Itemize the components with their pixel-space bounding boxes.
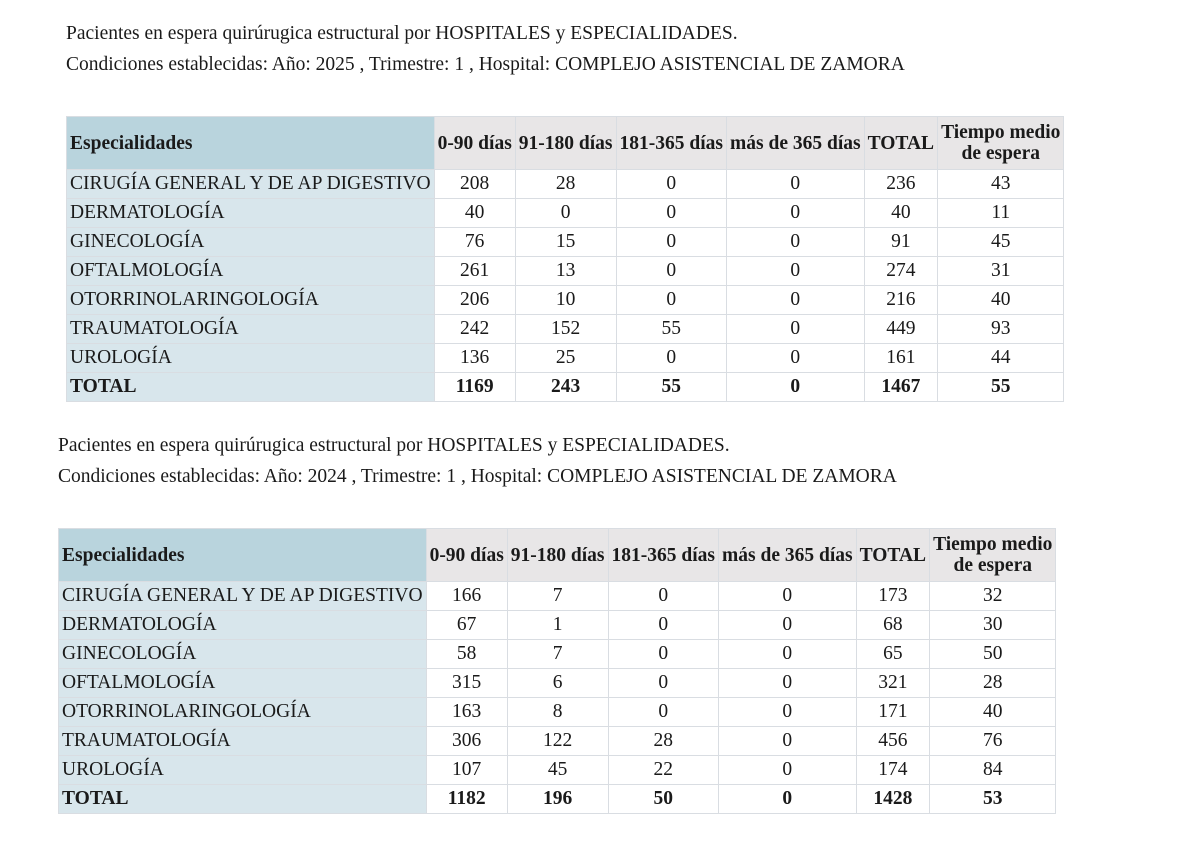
value-cell: 45 xyxy=(938,228,1064,257)
value-cell: 31 xyxy=(938,257,1064,286)
value-cell: 8 xyxy=(507,698,608,727)
value-cell: 68 xyxy=(856,611,929,640)
table-row xyxy=(59,698,1056,727)
value-cell: 0 xyxy=(616,199,726,228)
value-cell: 206 xyxy=(434,286,515,315)
specialty-cell: TRAUMATOLOGÍA xyxy=(59,727,427,756)
value-cell: 0 xyxy=(719,756,857,785)
table-row xyxy=(67,286,1064,315)
value-cell: 58 xyxy=(426,640,507,669)
value-cell: 7 xyxy=(507,640,608,669)
column-header: Tiempo medio de espera xyxy=(930,529,1056,582)
value-cell: 0 xyxy=(727,228,865,257)
value-cell: 0 xyxy=(727,315,865,344)
specialty-cell: TOTAL xyxy=(67,373,435,402)
column-header: 181-365 días xyxy=(616,117,726,170)
specialty-cell: OFTALMOLOGÍA xyxy=(59,669,427,698)
value-cell: 196 xyxy=(507,785,608,814)
value-cell: 1467 xyxy=(864,373,937,402)
value-cell: 152 xyxy=(515,315,616,344)
table-row xyxy=(59,611,1056,640)
value-cell: 0 xyxy=(608,669,718,698)
column-header: TOTAL xyxy=(856,529,929,582)
column-header: 181-365 días xyxy=(608,529,718,582)
report-caption xyxy=(66,18,905,80)
value-cell: 6 xyxy=(507,669,608,698)
value-cell: 55 xyxy=(616,373,726,402)
value-cell: 28 xyxy=(515,170,616,199)
specialty-cell: UROLOGÍA xyxy=(59,756,427,785)
value-cell: 0 xyxy=(727,170,865,199)
value-cell: 0 xyxy=(719,582,857,611)
value-cell: 122 xyxy=(507,727,608,756)
value-cell: 243 xyxy=(515,373,616,402)
value-cell: 0 xyxy=(719,785,857,814)
value-cell: 65 xyxy=(856,640,929,669)
value-cell: 10 xyxy=(515,286,616,315)
value-cell: 208 xyxy=(434,170,515,199)
header-specialties: Especialidades xyxy=(67,117,435,170)
value-cell: 28 xyxy=(930,669,1056,698)
value-cell: 0 xyxy=(515,199,616,228)
value-cell: 173 xyxy=(856,582,929,611)
value-cell: 0 xyxy=(727,257,865,286)
specialty-cell: GINECOLOGÍA xyxy=(67,228,435,257)
column-header: más de 365 días xyxy=(727,117,865,170)
value-cell: 28 xyxy=(608,727,718,756)
value-cell: 216 xyxy=(864,286,937,315)
table-row xyxy=(67,315,1064,344)
value-cell: 0 xyxy=(608,611,718,640)
value-cell: 1 xyxy=(507,611,608,640)
report-block-2025 xyxy=(66,18,1061,397)
value-cell: 315 xyxy=(426,669,507,698)
specialty-cell: TOTAL xyxy=(59,785,427,814)
column-header: TOTAL xyxy=(864,117,937,170)
specialty-cell: CIRUGÍA GENERAL Y DE AP DIGESTIVO xyxy=(67,170,435,199)
value-cell: 0 xyxy=(616,344,726,373)
value-cell: 0 xyxy=(719,727,857,756)
value-cell: 76 xyxy=(434,228,515,257)
value-cell: 40 xyxy=(864,199,937,228)
value-cell: 40 xyxy=(930,698,1056,727)
value-cell: 50 xyxy=(608,785,718,814)
value-cell: 30 xyxy=(930,611,1056,640)
value-cell: 242 xyxy=(434,315,515,344)
value-cell: 93 xyxy=(938,315,1064,344)
specialty-cell: DERMATOLOGÍA xyxy=(59,611,427,640)
caption-conditions: Condiciones establecidas: Año: 2025 , Trimestre: 1 , Hospital: COMPLEJO ASISTENCIAL DE ZAMORA xyxy=(66,54,905,75)
table-row xyxy=(67,228,1064,257)
value-cell: 0 xyxy=(727,199,865,228)
column-header: 0-90 días xyxy=(426,529,507,582)
value-cell: 166 xyxy=(426,582,507,611)
value-cell: 1428 xyxy=(856,785,929,814)
specialty-cell: OTORRINOLARINGOLOGÍA xyxy=(67,286,435,315)
value-cell: 236 xyxy=(864,170,937,199)
value-cell: 0 xyxy=(727,344,865,373)
specialty-cell: UROLOGÍA xyxy=(67,344,435,373)
value-cell: 32 xyxy=(930,582,1056,611)
table-row xyxy=(67,344,1064,373)
caption-title: Pacientes en espera quirúrugica estructural por HOSPITALES y ESPECIALIDADES. xyxy=(66,23,738,44)
value-cell: 67 xyxy=(426,611,507,640)
value-cell: 25 xyxy=(515,344,616,373)
total-row xyxy=(59,785,1056,814)
column-header: más de 365 días xyxy=(719,529,857,582)
table-row xyxy=(59,640,1056,669)
value-cell: 174 xyxy=(856,756,929,785)
value-cell: 55 xyxy=(616,315,726,344)
specialty-cell: TRAUMATOLOGÍA xyxy=(67,315,435,344)
value-cell: 274 xyxy=(864,257,937,286)
value-cell: 1182 xyxy=(426,785,507,814)
value-cell: 76 xyxy=(930,727,1056,756)
value-cell: 0 xyxy=(719,640,857,669)
waiting-list-table-2024 xyxy=(58,528,1056,814)
value-cell: 40 xyxy=(434,199,515,228)
value-cell: 1169 xyxy=(434,373,515,402)
table-header-row xyxy=(67,117,1064,170)
value-cell: 0 xyxy=(719,611,857,640)
value-cell: 107 xyxy=(426,756,507,785)
value-cell: 0 xyxy=(616,170,726,199)
specialty-cell: OFTALMOLOGÍA xyxy=(67,257,435,286)
value-cell: 321 xyxy=(856,669,929,698)
value-cell: 161 xyxy=(864,344,937,373)
column-header: 91-180 días xyxy=(507,529,608,582)
value-cell: 7 xyxy=(507,582,608,611)
specialty-cell: OTORRINOLARINGOLOGÍA xyxy=(59,698,427,727)
table-row xyxy=(67,257,1064,286)
table-row xyxy=(59,582,1056,611)
waiting-list-table-2025 xyxy=(66,116,1064,402)
value-cell: 15 xyxy=(515,228,616,257)
table-row xyxy=(67,199,1064,228)
value-cell: 0 xyxy=(616,228,726,257)
specialty-cell: DERMATOLOGÍA xyxy=(67,199,435,228)
value-cell: 13 xyxy=(515,257,616,286)
value-cell: 0 xyxy=(727,373,865,402)
table-row xyxy=(67,170,1064,199)
value-cell: 306 xyxy=(426,727,507,756)
caption-title: Pacientes en espera quirúrugica estructural por HOSPITALES y ESPECIALIDADES. xyxy=(58,435,730,456)
value-cell: 84 xyxy=(930,756,1056,785)
value-cell: 136 xyxy=(434,344,515,373)
value-cell: 55 xyxy=(938,373,1064,402)
value-cell: 0 xyxy=(608,582,718,611)
table-row xyxy=(59,727,1056,756)
value-cell: 0 xyxy=(616,257,726,286)
value-cell: 0 xyxy=(616,286,726,315)
value-cell: 45 xyxy=(507,756,608,785)
value-cell: 0 xyxy=(719,698,857,727)
column-header: 0-90 días xyxy=(434,117,515,170)
value-cell: 53 xyxy=(930,785,1056,814)
column-header: Tiempo medio de espera xyxy=(938,117,1064,170)
value-cell: 0 xyxy=(608,640,718,669)
table-header-row xyxy=(59,529,1056,582)
report-block-2024 xyxy=(58,430,1053,809)
total-row xyxy=(67,373,1064,402)
header-specialties: Especialidades xyxy=(59,529,427,582)
specialty-cell: GINECOLOGÍA xyxy=(59,640,427,669)
table-row xyxy=(59,669,1056,698)
value-cell: 261 xyxy=(434,257,515,286)
value-cell: 163 xyxy=(426,698,507,727)
value-cell: 0 xyxy=(608,698,718,727)
value-cell: 0 xyxy=(719,669,857,698)
report-caption xyxy=(58,430,897,492)
value-cell: 0 xyxy=(727,286,865,315)
value-cell: 456 xyxy=(856,727,929,756)
value-cell: 22 xyxy=(608,756,718,785)
value-cell: 171 xyxy=(856,698,929,727)
value-cell: 449 xyxy=(864,315,937,344)
value-cell: 91 xyxy=(864,228,937,257)
value-cell: 40 xyxy=(938,286,1064,315)
caption-conditions: Condiciones establecidas: Año: 2024 , Trimestre: 1 , Hospital: COMPLEJO ASISTENCIAL DE ZAMORA xyxy=(58,466,897,487)
value-cell: 43 xyxy=(938,170,1064,199)
value-cell: 50 xyxy=(930,640,1056,669)
column-header: 91-180 días xyxy=(515,117,616,170)
specialty-cell: CIRUGÍA GENERAL Y DE AP DIGESTIVO xyxy=(59,582,427,611)
value-cell: 11 xyxy=(938,199,1064,228)
value-cell: 44 xyxy=(938,344,1064,373)
table-row xyxy=(59,756,1056,785)
